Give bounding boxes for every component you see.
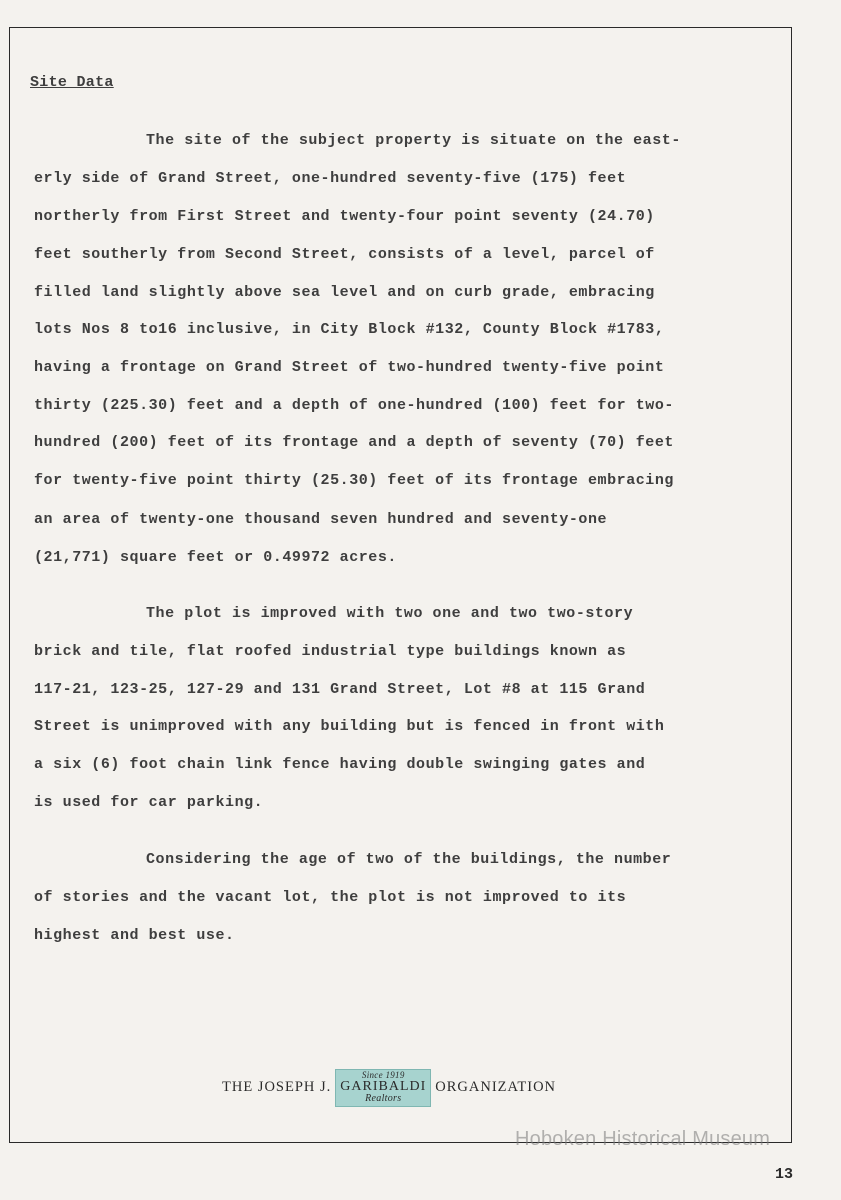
page-number: 13 <box>775 1166 794 1183</box>
paragraph-line: The site of the subject property is situate on the east- <box>146 132 681 149</box>
page-border <box>9 27 792 1143</box>
paragraph-line: filled land slightly above sea level and on curb grade, embracing <box>34 284 655 301</box>
museum-watermark: Hoboken Historical Museum <box>515 1128 771 1150</box>
footer-prefix: THE JOSEPH J. <box>222 1078 332 1095</box>
paragraph-line: is used for car parking. <box>34 794 264 811</box>
paragraph-line: 117-21, 123-25, 127-29 and 131 Grand Street, Lot #8 at 115 Grand <box>34 681 646 698</box>
paragraph-line: having a frontage on Grand Street of two-hundred twenty-five point <box>34 359 665 376</box>
footer-suffix: ORGANIZATION <box>435 1078 557 1095</box>
paragraph-line: Considering the age of two of the buildings, the number <box>146 851 672 868</box>
paragraph-line: for twenty-five point thirty (25.30) feet of its frontage embracing <box>34 472 674 489</box>
paragraph-line: The plot is improved with two one and two two-story <box>146 605 634 622</box>
paragraph-line: feet southerly from Second Street, consists of a level, parcel of <box>34 246 655 263</box>
paragraph-line: brick and tile, flat roofed industrial type buildings known as <box>34 643 627 660</box>
organization-footer <box>222 1068 556 1106</box>
paragraph-line: an area of twenty-one thousand seven hundred and seventy-one <box>34 511 608 528</box>
paragraph-line: erly side of Grand Street, one-hundred seventy-five (175) feet <box>34 170 627 187</box>
paragraph-line: thirty (225.30) feet and a depth of one-hundred (100) feet for two- <box>34 397 674 414</box>
paragraph-line: of stories and the vacant lot, the plot is not improved to its <box>34 889 627 906</box>
paragraph-line: highest and best use. <box>34 927 235 944</box>
garibaldi-stamp <box>335 1069 431 1107</box>
section-heading: Site Data <box>30 74 114 91</box>
stamp-name: GARIBALDI <box>340 1079 427 1094</box>
stamp-realtors: Realtors <box>365 1093 402 1104</box>
paragraph-line: Street is unimproved with any building but is fenced in front with <box>34 718 665 735</box>
paragraph-line: hundred (200) feet of its frontage and a depth of seventy (70) feet <box>34 434 674 451</box>
stamp-since: Since 1919 <box>361 1070 405 1080</box>
paragraph-line: (21,771) square feet or 0.49972 acres. <box>34 549 397 566</box>
paragraph-line: a six (6) foot chain link fence having double swinging gates and <box>34 756 646 773</box>
paragraph-line: lots Nos 8 to16 inclusive, in City Block #132, County Block #1783, <box>34 321 665 338</box>
paragraph-line: northerly from First Street and twenty-four point seventy (24.70) <box>34 208 655 225</box>
